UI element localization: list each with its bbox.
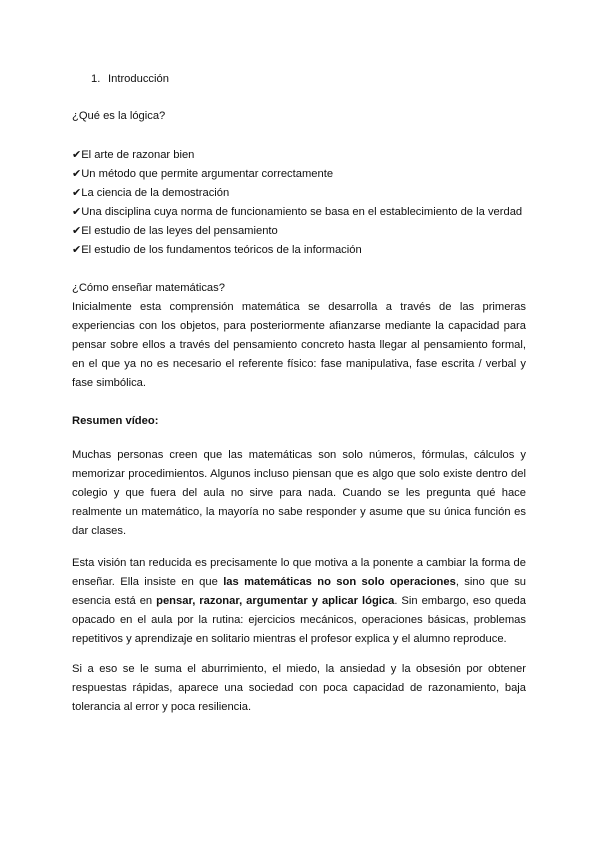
logic-list-item: ✔El estudio de los fundamentos teóricos de la información	[72, 243, 362, 256]
logic-question: ¿Qué es la lógica?	[72, 110, 166, 122]
logic-list-item: ✔El arte de razonar bien	[72, 148, 195, 161]
teach-question: ¿Cómo enseñar matemáticas?	[72, 282, 225, 294]
logic-list-item: ✔La ciencia de la demostración	[72, 186, 230, 199]
section-title: Introducción	[108, 73, 169, 85]
logic-list-item: ✔Un método que permite argumentar correctamente	[72, 167, 334, 180]
section-number: 1.	[91, 73, 101, 85]
emphasis-text: las matemáticas no son solo operaciones	[223, 576, 456, 588]
summary-paragraph-3: Si a eso se le suma el aburrimiento, el miedo, la ansiedad y la obsesión por obtener respuestas rápidas, aparece una sociedad con poca capacidad de razonamiento, baja tolerancia al error y poca resiliencia.	[72, 663, 526, 713]
summary-paragraph-2: Esta visión tan reducida es precisamente lo que motiva a la ponente a cambiar la forma de enseñar. Ella insiste en que las matemáticas no son solo operaciones, sino que su esencia está en pensar, razonar, argumentar y aplicar lógica. Sin embargo, eso queda opacado en el aula por la rutina: ejercicios mecánicos, operaciones básicas, problemas repetitivos y aprendizaje en solitario mientras el profesor explica y el alumno reproduce.	[72, 557, 527, 645]
check-icon: ✔	[72, 148, 82, 161]
check-icon: ✔	[72, 205, 82, 218]
teach-paragraph: Inicialmente esta comprensión matemática se desarrolla a través de las primeras experiencias con los objetos, para posteriormente afianzarse mediante la capacidad para pensar sobre ellos a través del pensamiento concreto hasta llegar al pensamiento formal, en el que ya no es necesario el referente físico: fase manipulativa, fase escrita / verbal y fase simbólica.	[72, 301, 526, 389]
summary-paragraph-1: Muchas personas creen que las matemáticas son solo números, fórmulas, cálculos y memorizar procedimientos. Algunos incluso piensan que es algo que solo existe dentro del colegio y que fuera del aula no sirve para nada. Cuando se les pregunta qué hace realmente un matemático, la mayoría no sabe responder y asume que su única función es dar clases.	[72, 449, 526, 537]
check-icon: ✔	[72, 186, 82, 199]
check-icon: ✔	[72, 167, 82, 180]
summary-heading: Resumen vídeo:	[72, 415, 159, 427]
check-icon: ✔	[72, 243, 82, 256]
check-icon: ✔	[72, 224, 82, 237]
logic-list-item: ✔Una disciplina cuya norma de funcionamiento se basa en el establecimiento de la verdad	[72, 205, 523, 218]
logic-list-item: ✔El estudio de las leyes del pensamiento	[72, 224, 278, 237]
emphasis-text: pensar, razonar, argumentar y aplicar lógica	[156, 595, 395, 607]
section-heading	[91, 73, 169, 85]
